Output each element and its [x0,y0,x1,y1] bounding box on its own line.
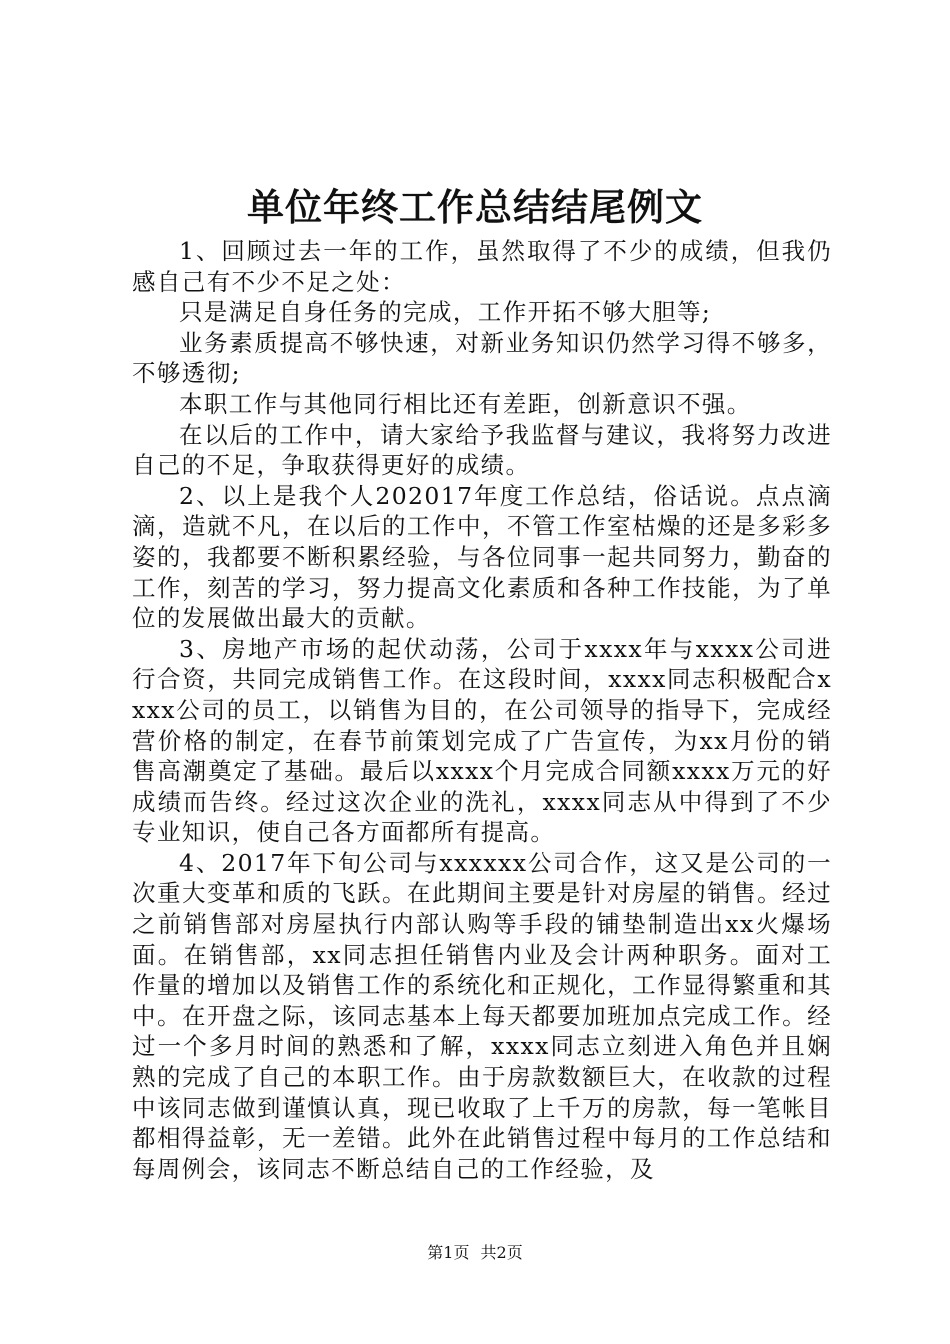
page-number: 第1页 [427,1243,470,1262]
paragraph-8: 4、2017年下旬公司与xxxxxx公司合作，这又是公司的一次重大变革和质的飞跃。在此期间主要是针对房屋的销售。经过之前销售部对房屋执行内部认购等手段的铺垫制造出xx火爆场面。在销售部，xx同志担任销售内业及会计两种职务。面对工作量的增加以及销售工作的系统化和正规化，工作显得繁重和其中。在开盘之际，该同志基本上每天都要加班加点完成工作。经过一个多月时间的熟悉和了解，xxxx同志立刻进入角色并且娴熟的完成了自己的本职工作。由于房款数额巨大，在收款的过程中该同志做到谨慎认真，现已收取了上千万的房款，每一笔帐目都相得益彰，无一差错。此外在此销售过程中每月的工作总结和每周例会，该同志不断总结自己的工作经验，及 [132,848,832,1183]
document-body [132,236,832,1184]
paragraph-7: 3、房地产市场的起伏动荡，公司于xxxx年与xxxx公司进行合资，共同完成销售工作。在这段时间，xxxx同志积极配合xxxx公司的员工，以销售为目的，在公司领导的指导下，完成经营价格的制定，在春节前策划完成了广告宣传，为xx月份的销售高潮奠定了基础。最后以xxxx个月完成合同额xxxx万元的好成绩而告终。经过这次企业的洗礼，xxxx同志从中得到了不少专业知识，使自己各方面都所有提高。 [132,634,832,847]
page-count: 共2页 [480,1243,523,1262]
page-footer [0,1242,950,1264]
paragraph-4: 本职工作与其他同行相比还有差距，创新意识不强。 [179,389,752,418]
paragraph-1: 1、回顾过去一年的工作，虽然取得了不少的成绩，但我仍感自己有不少不足之处： [132,237,832,296]
paragraph-6: 2、以上是我个人202017年度工作总结，俗话说。点点滴滴，造就不凡，在以后的工作中，不管工作室枯燥的还是多彩多姿的，我都要不断积累经验，与各位同事一起共同努力，勤奋的工作，刻苦的学习，努力提高文化素质和各种工作技能，为了单位的发展做出最大的贡献。 [132,481,832,633]
paragraph-2: 只是满足自身任务的完成，工作开拓不够大胆等; [179,298,712,327]
paragraph-3: 业务素质提高不够快速，对新业务知识仍然学习得不够多，不够透彻; [132,328,832,388]
document-title: 单位年终工作总结结尾例文 [247,186,703,229]
paragraph-5: 在以后的工作中，请大家给予我监督与建议，我将努力改进自己的不足，争取获得更好的成绩。 [132,420,832,480]
